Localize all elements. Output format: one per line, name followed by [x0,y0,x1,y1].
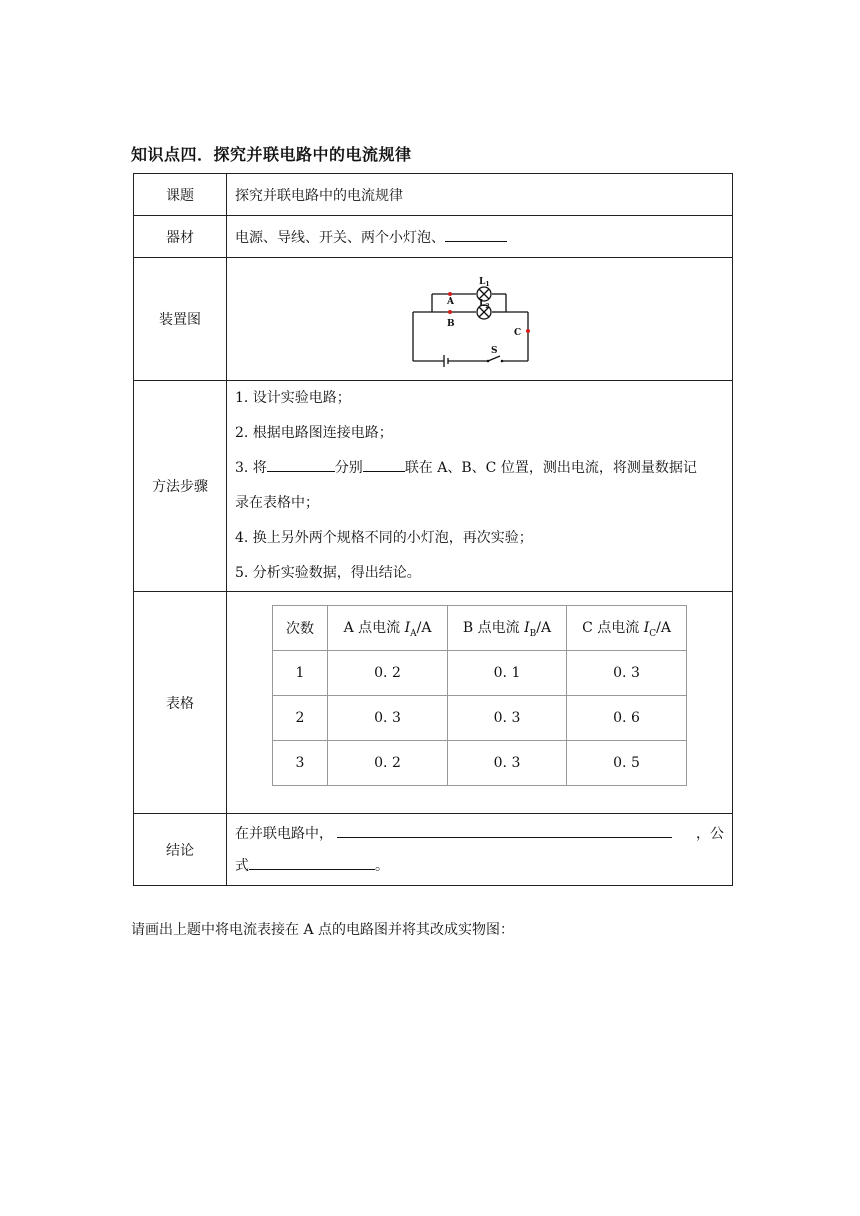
cell-b: 0. 3 [448,741,567,786]
step-5: 5. 分析实验数据，得出结论。 [235,565,421,581]
data-header-row [273,606,687,651]
point-a-label: A [446,297,454,307]
point-c-marker [526,329,530,333]
step-3-part-a: 3. 将 [235,460,267,476]
conclusion-blank[interactable] [337,822,672,838]
row-conclusion [134,814,733,886]
method-cell [227,381,733,592]
data-table [272,605,687,786]
point-b-label: B [446,319,455,329]
step-2: 2. 根据电路图连接电路； [235,425,393,441]
point-b-marker [448,310,452,314]
table-row [273,651,687,696]
table-cell [227,592,733,814]
cell-count: 3 [273,741,328,786]
step-3-part-b: 分别 [334,460,363,476]
header-count: 次数 [273,606,328,651]
step-3-part-c: 联在 A、B、C 位置，测出电流，将测量数据记 [404,460,697,476]
topic-value: 探究并联电路中的电流规律 [227,174,733,216]
row-equipment [134,216,733,258]
switch-label: S [490,346,497,356]
conclusion-text-1: 在并联电路中， [235,825,333,842]
cell-c: 0. 6 [567,696,687,741]
conclusion-line-1 [235,818,724,850]
header-b: B 点电流 $I_B/A$ [448,606,567,651]
equipment-label: 器材 [134,216,227,258]
cell-c: 0. 5 [567,741,687,786]
conclusion-label: 结论 [134,814,227,886]
cell-a: 0. 3 [328,696,448,741]
table-label: 表格 [134,592,227,814]
lamp-l1-label: $L_1$ [478,277,490,288]
point-c-label: C [513,328,521,338]
setup-label: 装置图 [134,258,227,381]
section-title: 知识点四．探究并联电路中的电流规律 [131,145,412,164]
cell-count: 1 [273,651,328,696]
conclusion-cell [227,814,733,886]
formula-blank[interactable] [249,854,375,870]
step-3 [235,451,724,521]
experiment-table [133,173,733,886]
setup-cell [227,258,733,381]
method-label: 方法步骤 [134,381,227,592]
cell-c: 0. 3 [567,651,687,696]
step-3-part-d: 录在表格中； [235,495,319,511]
cell-a: 0. 2 [328,741,448,786]
cell-count: 2 [273,696,328,741]
conclusion-text-4: 。 [375,857,389,874]
step-1: 1. 设计实验电路； [235,390,351,406]
equipment-cell [227,216,733,258]
row-table [134,592,733,814]
point-a-marker [448,292,452,296]
drawing-instruction: 请画出上题中将电流表接在 A 点的电路图并将其改成实物图： [131,922,515,938]
conclusion-text-3: 式 [235,857,249,874]
cell-b: 0. 3 [448,696,567,741]
topic-label: 课题 [134,174,227,216]
conclusion-line-2 [235,850,724,882]
row-setup [134,258,733,381]
step-4: 4. 换上另外两个规格不同的小灯泡，再次实验； [235,530,533,546]
equipment-value: 电源、导线、开关、两个小灯泡、 [235,230,445,246]
row-method [134,381,733,592]
circuit-diagram [410,268,550,370]
equipment-blank[interactable] [445,226,507,242]
row-topic [134,174,733,216]
cell-b: 0. 1 [448,651,567,696]
table-row [273,741,687,786]
cell-a: 0. 2 [328,651,448,696]
lamp-l2-label: $L_2$ [478,299,490,310]
header-c: C 点电流 $I_C/A$ [567,606,687,651]
conclusion-text-2: ，公 [696,825,724,842]
table-row [273,696,687,741]
step-3-blank-2[interactable] [363,456,405,472]
step-3-blank-1[interactable] [267,456,335,472]
header-a: A 点电流 $I_A/A$ [328,606,448,651]
